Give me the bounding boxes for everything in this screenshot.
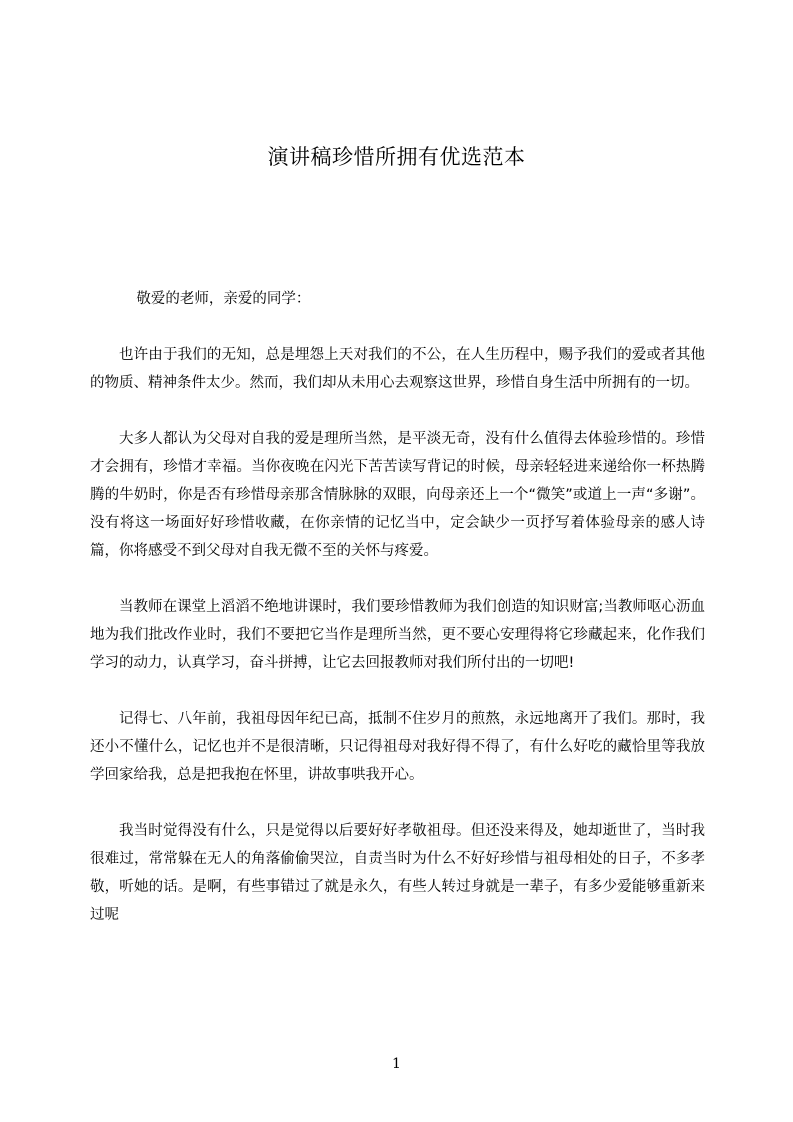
page-number: 1: [392, 1056, 401, 1072]
paragraph-4: 记得七、八年前，我祖母因年纪已高，抵制不住岁月的煎熬，永远地离开了我们。那时，我还小不懂什么，记忆也并不是很清晰，只记得祖母对我好得不得了，有什么好吃的藏恰里等我放学回家给我，总是把我抱在怀里，讲故事哄我开心。: [90, 711, 705, 783]
paragraph-5: 我当时觉得没有什么，只是觉得以后要好好孝敬祖母。但还没来得及，她却逝世了，当时我很难过，常常躲在无人的角落偷偷哭泣，自责当时为什么不好好珍惜与祖母相处的日子，不多孝敬，听她的话。是啊，有些事错过了就是永久，有些人转过身就是一辈子，有多少爱能够重新来过呢: [90, 823, 705, 923]
paragraph-1: 也许由于我们的无知，总是埋怨上天对我们的不公，在人生历程中，赐予我们的爱或者其他的物质、精神条件太少。然而，我们却从未用心去观察这世界，珍惜自身生活中所拥有的一切。: [90, 347, 705, 391]
salutation: 敬爱的老师，亲爱的同学：: [136, 291, 311, 307]
document-title: 演讲稿珍惜所拥有优选范本: [267, 145, 526, 169]
paragraph-2: 大多人都认为父母对自我的爱是理所当然，是平淡无奇，没有什么值得去体验珍惜的。珍惜才会拥有，珍惜才幸福。当你夜晚在闪光下苦苦读写背记的时候，母亲轻轻进来递给你一杯热腾腾的牛奶时，你是否有珍惜母亲那含情脉脉的双眼，向母亲还上一个“微笑”或道上一声“多谢”。没有将这一场面好好珍惜收藏，在你亲情的记忆当中，定会缺少一页抒写着体验母亲的感人诗篇，你将感受不到父母对自我无微不至的关怀与疼爱。: [90, 431, 705, 559]
paragraph-3: 当教师在课堂上滔滔不绝地讲课时，我们要珍惜教师为我们创造的知识财富;当教师呕心沥血地为我们批改作业时，我们不要把它当作是理所当然，更不要心安理得将它珍藏起来，化作我们学习的动力，认真学习，奋斗拼搏，让它去回报教师对我们所付出的一切吧!: [90, 599, 705, 671]
document-body: [90, 285, 705, 957]
